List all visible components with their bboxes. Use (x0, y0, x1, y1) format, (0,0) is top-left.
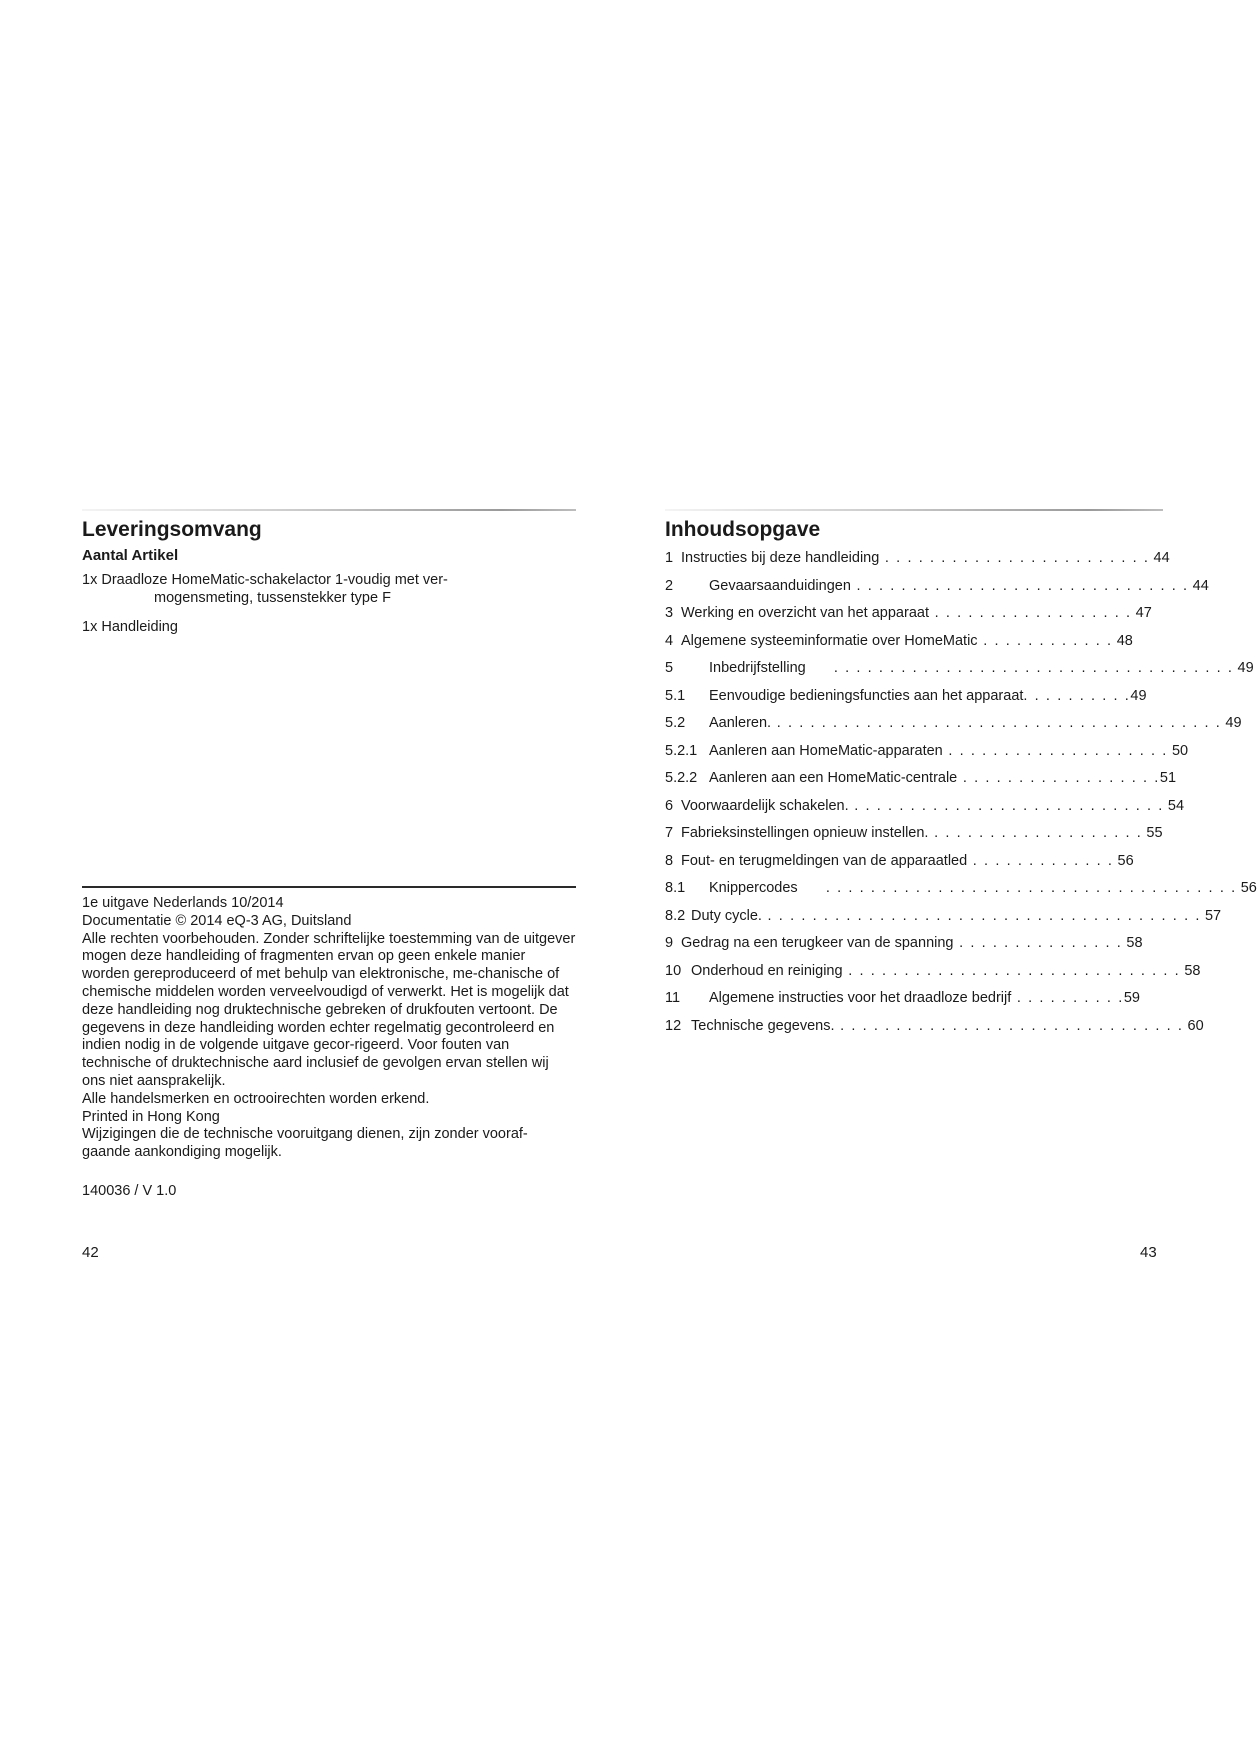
toc-leader: . . . . . . . . . . . . . . . . . . . . . . . . . . . . . . . . . . . . (805, 660, 1234, 676)
toc-title: Algemene systeeminformatie over HomeMatic (681, 632, 978, 649)
toc-page: 56 (1117, 852, 1134, 869)
toc-entry[interactable] (665, 742, 1225, 770)
toc-title: Instructies bij deze handleiding (681, 550, 880, 566)
delivery-heading: Leveringsomvang (82, 518, 262, 541)
toc-page: 55 (1146, 825, 1163, 841)
page-number-left: 42 (82, 1244, 99, 1261)
delivery-subheading: Aantal Artikel (82, 547, 179, 564)
toc-leader: . . . . . . . . . . . . . . . . . . . . . . . . . . . . . . (850, 577, 1189, 594)
toc-page: 54 (1167, 797, 1185, 814)
top-rule (665, 509, 1163, 511)
toc-entry[interactable] (665, 824, 1225, 852)
toc-number: 5.2 (665, 715, 686, 731)
toc-page: 58 (1184, 962, 1201, 979)
toc-entry[interactable] (665, 659, 1254, 687)
toc-page: 44 (1192, 577, 1209, 594)
toc-title: Aanleren aan een HomeMatic-centrale (709, 770, 958, 786)
delivery-item: 1x Draadloze HomeMatic-schakelactor 1-voudig met ver-mogensmeting, tussenstekker type F (82, 572, 448, 606)
toc-page: 50 (1171, 742, 1189, 759)
toc-number: 2 (665, 577, 674, 594)
toc-entry[interactable] (665, 549, 1225, 577)
toc-title: Algemene instructies voor het draadloze bedrijf (709, 990, 1012, 1006)
toc-leader: . . . . . . . . . . . . . . . . . . . (928, 825, 1143, 841)
toc-number: 8 (665, 852, 674, 869)
toc-leader: . . . . . . . . . . (1011, 990, 1124, 1006)
toc-number: 10 (665, 962, 682, 979)
imprint-trademarks: Alle handelsmerken en octrooirechten worden erkend. (82, 1090, 430, 1107)
page-number-right: 43 (1140, 1244, 1157, 1261)
toc-number: 8.2 (665, 907, 686, 924)
toc-leader: . . . . . . . . . . . . . . . . . . . . . . . . . . . . . . . . . . . . . . . (761, 907, 1201, 924)
toc-title: Fabrieksinstellingen opnieuw instellen. (681, 825, 929, 841)
toc-entry[interactable] (665, 1017, 1225, 1045)
toc-title: Gedrag na een terugkeer van de spanning (681, 935, 954, 951)
toc-number: 1 (665, 550, 674, 566)
toc-page: 48 (1116, 632, 1133, 649)
toc-number: 4 (665, 632, 674, 649)
toc-page: 56 (1240, 880, 1257, 896)
toc-leader: . . . . . . . . . . . . . . . . . . . . . . . . . . . . . . . . . . . . . . . . (771, 715, 1222, 731)
toc-page: 47 (1135, 605, 1152, 621)
delivery-list (82, 571, 522, 647)
imprint-copyright: Documentatie © 2014 eQ-3 AG, Duitsland (82, 912, 352, 929)
toc-page: 49 (1130, 687, 1147, 704)
toc-title: Aanleren. (709, 715, 772, 731)
right-page (620, 0, 1257, 1754)
toc-title: Onderhoud en reiniging (691, 962, 843, 979)
imprint-changes: Wijzigingen die de technische vooruitgang dienen, zijn zonder vooraf-gaande aankondiging mogelijk. (82, 1126, 528, 1161)
toc-number: 3 (665, 605, 674, 621)
toc-page: 57 (1204, 907, 1222, 924)
toc-title: Fout- en terugmeldingen van de apparaatled (681, 852, 968, 869)
toc-leader: . . . . . . . . . . (1023, 687, 1131, 704)
toc-leader: . . . . . . . . . . . . . . . . . . (929, 605, 1132, 621)
toc-title: Eenvoudige bedieningsfuncties aan het apparaat (709, 687, 1024, 704)
imprint-rule (82, 886, 576, 888)
toc-number: 5.1 (665, 687, 686, 704)
toc-leader: . . . . . . . . . . . . . . . . . . . . . . . . . . . . . . (842, 962, 1181, 979)
toc-leader: . . . . . . . . . . . . (977, 632, 1113, 649)
toc-entry[interactable] (665, 907, 1225, 935)
toc-page: 60 (1187, 1017, 1204, 1034)
toc-entry[interactable] (665, 632, 1225, 660)
toc-page: 59 (1123, 990, 1140, 1006)
toc-number: 5 (665, 660, 674, 676)
toc-leader: . . . . . . . . . . . . . . . . . . . . . . . . . . . . . . . . . . . . . (797, 880, 1237, 896)
toc-entry[interactable] (665, 934, 1225, 962)
toc-leader: . . . . . . . . . . . . . . . . . . . . (942, 742, 1168, 759)
imprint-edition: 1e uitgave Nederlands 10/2014 (82, 895, 284, 911)
left-page (0, 0, 620, 1754)
toc-number: 11 (665, 990, 681, 1006)
toc-entry[interactable] (665, 577, 1225, 605)
toc-leader: . . . . . . . . . . . . . (967, 852, 1114, 869)
toc-leader: . . . . . . . . . . . . . . . (953, 935, 1123, 951)
toc-entry[interactable] (665, 879, 1257, 907)
toc-leader: . . . . . . . . . . . . . . . . . . . . . . . . . . . . (848, 797, 1164, 814)
toc-title: Aanleren aan HomeMatic-apparaten (709, 742, 943, 759)
toc-title: Knippercodes (709, 880, 798, 896)
toc-number: 12 (665, 1017, 682, 1034)
toc-page: 44 (1153, 550, 1170, 566)
imprint-rights: Alle rechten voorbehouden. Zonder schriftelijke toestemming van de uitgever mogen deze handleiding of fragmenten ervan op geen enkele manier worden gereproduceerd of met behulp van elektronische, me-chanische of chemische middelen worden verveelvoudigd of verwerkt. Het is mogelijk dat deze handleiding nog druktechnische gebreken of drukfouten vertoont. De gegevens in deze handleiding worden echter regelmatig gecontroleerd en indien nodig in de volgende uitgave gecor-rigeerd. Voor fouten van technische of druktechnische aard inclusief de gevolgen ervan stellen wij ons niet aansprakelijk. (82, 930, 576, 1089)
version-number: 140036 / V 1.0 (82, 1183, 177, 1199)
toc-number: 9 (665, 935, 674, 951)
toc-leader: . . . . . . . . . . . . . . . . . . . . . . . . (879, 550, 1150, 566)
toc-page: 49 (1225, 715, 1242, 731)
toc-number: 8.1 (665, 880, 686, 896)
toc-title: Gevaarsaanduidingen (709, 577, 851, 594)
toc-entry[interactable] (665, 852, 1225, 880)
delivery-item: 1x Handleiding (82, 619, 178, 635)
toc-title: Duty cycle. (691, 907, 762, 924)
toc-leader: . . . . . . . . . . . . . . . . . . (957, 770, 1160, 786)
toc-entry[interactable] (665, 989, 1225, 1017)
toc-number: 6 (665, 797, 674, 814)
toc-entry[interactable] (665, 769, 1225, 797)
table-of-contents (665, 549, 1257, 1044)
toc-page: 49 (1237, 660, 1254, 676)
toc-title: Werking en overzicht van het apparaat (681, 605, 929, 621)
toc-title: Technische gegevens. (691, 1017, 835, 1034)
toc-title: Voorwaardelijk schakelen. (681, 797, 849, 814)
toc-entry[interactable] (665, 962, 1225, 990)
toc-page: 51 (1159, 770, 1177, 786)
toc-leader: . . . . . . . . . . . . . . . . . . . . . . . . . . . . . . . (834, 1017, 1184, 1034)
toc-entry[interactable] (665, 714, 1242, 742)
toc-entry[interactable] (665, 604, 1225, 632)
toc-number: 5.2.2 (665, 770, 698, 786)
toc-page: 58 (1126, 935, 1143, 951)
imprint-printed: Printed in Hong Kong (82, 1108, 220, 1125)
toc-heading: Inhoudsopgave (665, 518, 821, 541)
toc-title: Inbedrijfstelling (709, 660, 806, 676)
toc-entry[interactable] (665, 797, 1225, 825)
top-rule (82, 509, 576, 511)
toc-entry[interactable] (665, 687, 1225, 715)
toc-number: 7 (665, 825, 674, 841)
toc-number: 5.2.1 (665, 742, 698, 759)
imprint (82, 895, 576, 1162)
